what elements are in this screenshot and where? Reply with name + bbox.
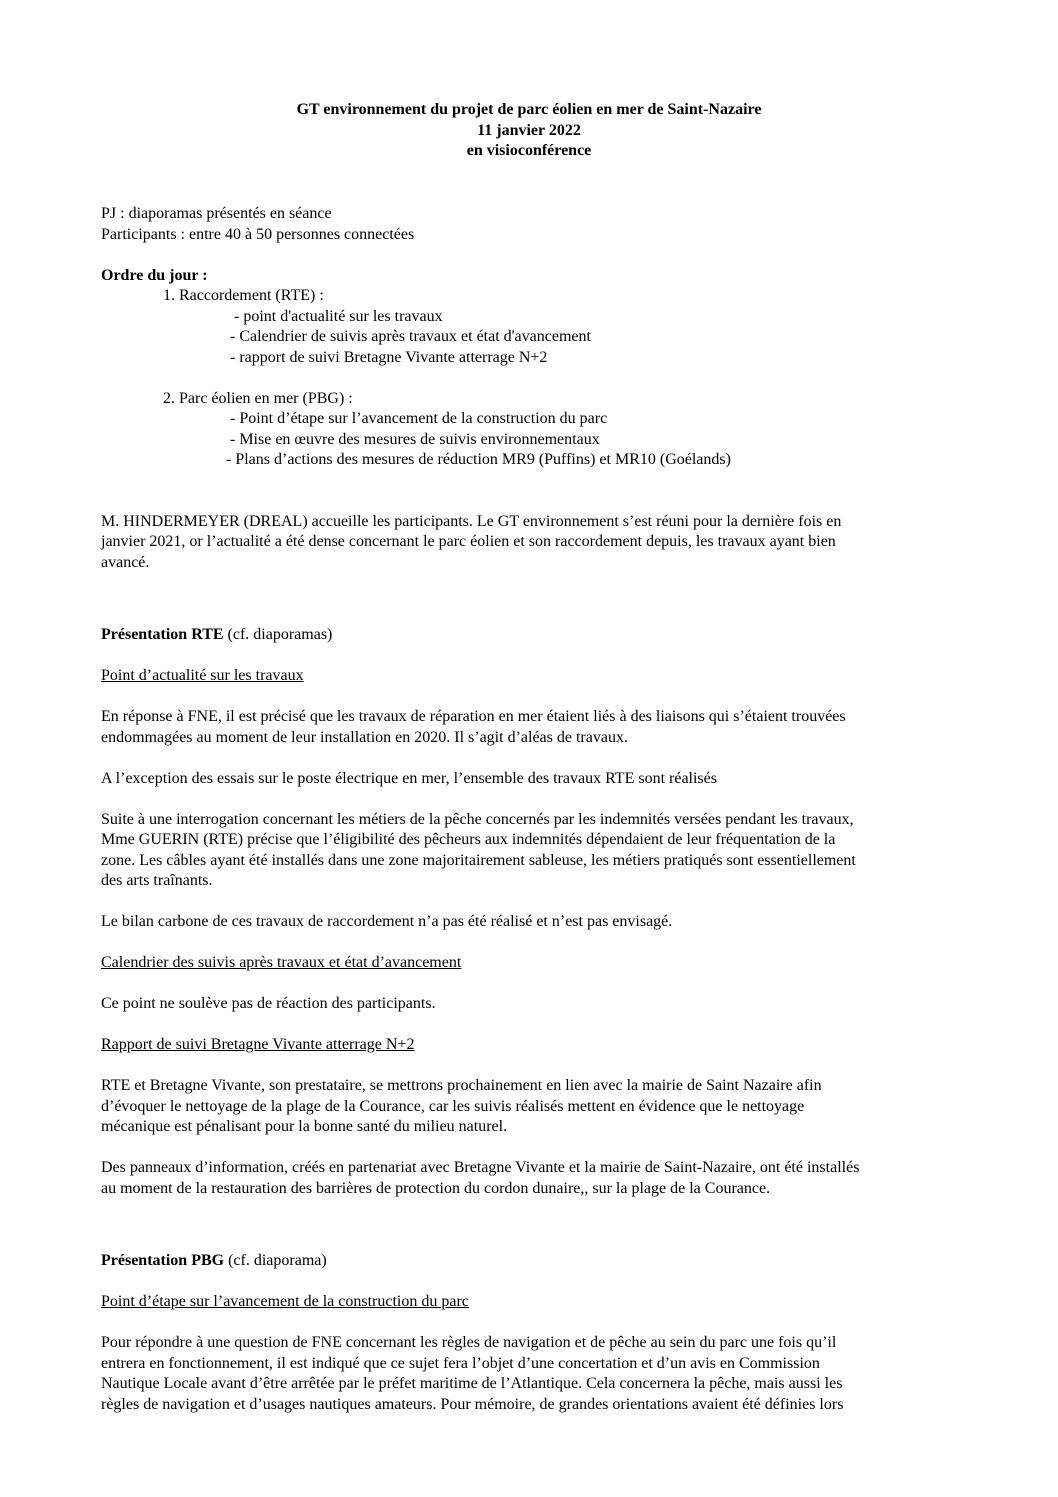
opening-paragraph-line: janvier 2021, or l’actualité a été dense concernant le parc éolien et son raccordement depuis, les travaux ayant bien — [101, 533, 836, 550]
paragraph-line: Des panneaux d’information, créés en partenariat avec Bretagne Vivante et la mairie de Saint-Nazaire, ont été installés — [101, 1159, 860, 1176]
attachments-note: PJ : diaporamas présentés en séance — [101, 205, 332, 222]
paragraph-line: Mme GUERIN (RTE) précise que l’éligibilité des pêcheurs aux indemnités dépendaient de leur fréquentation de la — [101, 831, 836, 848]
subsection-heading: Point d’étape sur l’avancement de la construction du parc — [101, 1293, 469, 1310]
section-heading-bold: Présentation RTE — [101, 626, 224, 643]
opening-paragraph-line: avancé. — [101, 553, 150, 571]
paragraph-line: au moment de la restauration des barrières de protection du cordon dunaire,, sur la plage de la Courance. — [101, 1179, 771, 1197]
paragraph-line: Suite à une interrogation concernant les métiers de la pêche concernés par les indemnités versées pendant les travaux, — [101, 810, 854, 828]
paragraph-line: zone. Les câbles ayant été installés dans une zone majoritairement sableuse, les métiers pratiqués sont essentiellement — [101, 851, 856, 869]
paragraph-line: Pour répondre à une question de FNE concernant les règles de navigation et de pêche au sein du parc une fois qu’il — [101, 1334, 837, 1351]
agenda-sub-item: - Plans d’actions des mesures de réduction MR9 (Puffins) et MR10 (Goélands) — [226, 451, 731, 468]
agenda-sub-item: - Calendrier de suivis après travaux et état d'avancement — [230, 328, 591, 345]
agenda-item-2: 2. Parc éolien en mer (PBG) : — [163, 389, 353, 407]
subsection-heading: Point d’actualité sur les travaux — [101, 667, 304, 684]
paragraph-line: Nautique Locale avant d’être arrêtée par le préfet maritime de l’Atlantique. Cela concernera la pêche, mais aussi les — [101, 1375, 843, 1392]
opening-paragraph-line: M. HINDERMEYER (DREAL) accueille les participants. Le GT environnement s’est réuni pour la dernière fois en — [101, 512, 842, 530]
paragraph-line: des arts traînants. — [101, 872, 213, 889]
agenda-sub-item: - Mise en œuvre des mesures de suivis environnementaux — [230, 430, 600, 448]
agenda-sub-item: - rapport de suivi Bretagne Vivante atterrage N+2 — [230, 348, 548, 366]
subsection-heading: Rapport de suivi Bretagne Vivante atterrage N+2 — [101, 1036, 415, 1053]
agenda-sub-item: - Point d’étape sur l’avancement de la construction du parc — [230, 410, 608, 427]
document-body — [101, 204, 961, 1415]
agenda-item-1: 1. Raccordement (RTE) : — [163, 287, 324, 304]
paragraph-line: entrera en fonctionnement, il est indiqué que ce sujet fera l’objet d’une concertation et d’un avis en Commission — [101, 1354, 820, 1372]
paragraph-line: règles de navigation et d’usages nautiques amateurs. Pour mémoire, de grandes orientations avaient été définies lors — [101, 1395, 844, 1413]
title-line-2: 11 janvier 2022 — [477, 121, 581, 139]
paragraph-line: d’évoquer le nettoyage de la plage de la Courance, car les suivis réalisés mettent en évidence que le nettoyage — [101, 1097, 805, 1115]
title-line-1: GT environnement du projet de parc éolien en mer de Saint-Nazaire — [296, 101, 762, 118]
document-title — [0, 100, 1058, 162]
paragraph-line: endommagées au moment de leur installation en 2020. Il s’agit d’aléas de travaux. — [101, 728, 628, 746]
paragraph-line: En réponse à FNE, il est précisé que les travaux de réparation en mer étaient liés à des liaisons qui s’étaient trouvées — [101, 708, 846, 725]
section-heading-note: (cf. diaporamas) — [223, 626, 333, 643]
section-heading-pbg — [101, 1251, 961, 1272]
paragraph-line: mécanique est pénalisant pour la bonne santé du milieu naturel. — [101, 1118, 508, 1135]
section-heading-rte — [101, 625, 961, 646]
section-heading-bold: Présentation PBG — [101, 1252, 225, 1269]
agenda-heading: Ordre du jour : — [101, 266, 208, 284]
agenda-sub-item: - point d'actualité sur les travaux — [234, 307, 443, 325]
paragraph-line: A l’exception des essais sur le poste électrique en mer, l’ensemble des travaux RTE sont réalisés — [101, 769, 717, 787]
participants-note: Participants : entre 40 à 50 personnes connectées — [101, 225, 415, 243]
subsection-heading: Calendrier des suivis après travaux et état d’avancement — [101, 954, 462, 971]
paragraph-line: Ce point ne soulève pas de réaction des participants. — [101, 995, 436, 1012]
paragraph-line: Le bilan carbone de ces travaux de raccordement n’a pas été réalisé et n’est pas envisagé. — [101, 913, 673, 930]
title-line-3: en visioconférence — [466, 142, 592, 159]
paragraph-line: RTE et Bretagne Vivante, son prestataire, se mettrons prochainement en lien avec la mairie de Saint Nazaire afin — [101, 1077, 822, 1094]
section-heading-note: (cf. diaporama) — [224, 1252, 327, 1269]
